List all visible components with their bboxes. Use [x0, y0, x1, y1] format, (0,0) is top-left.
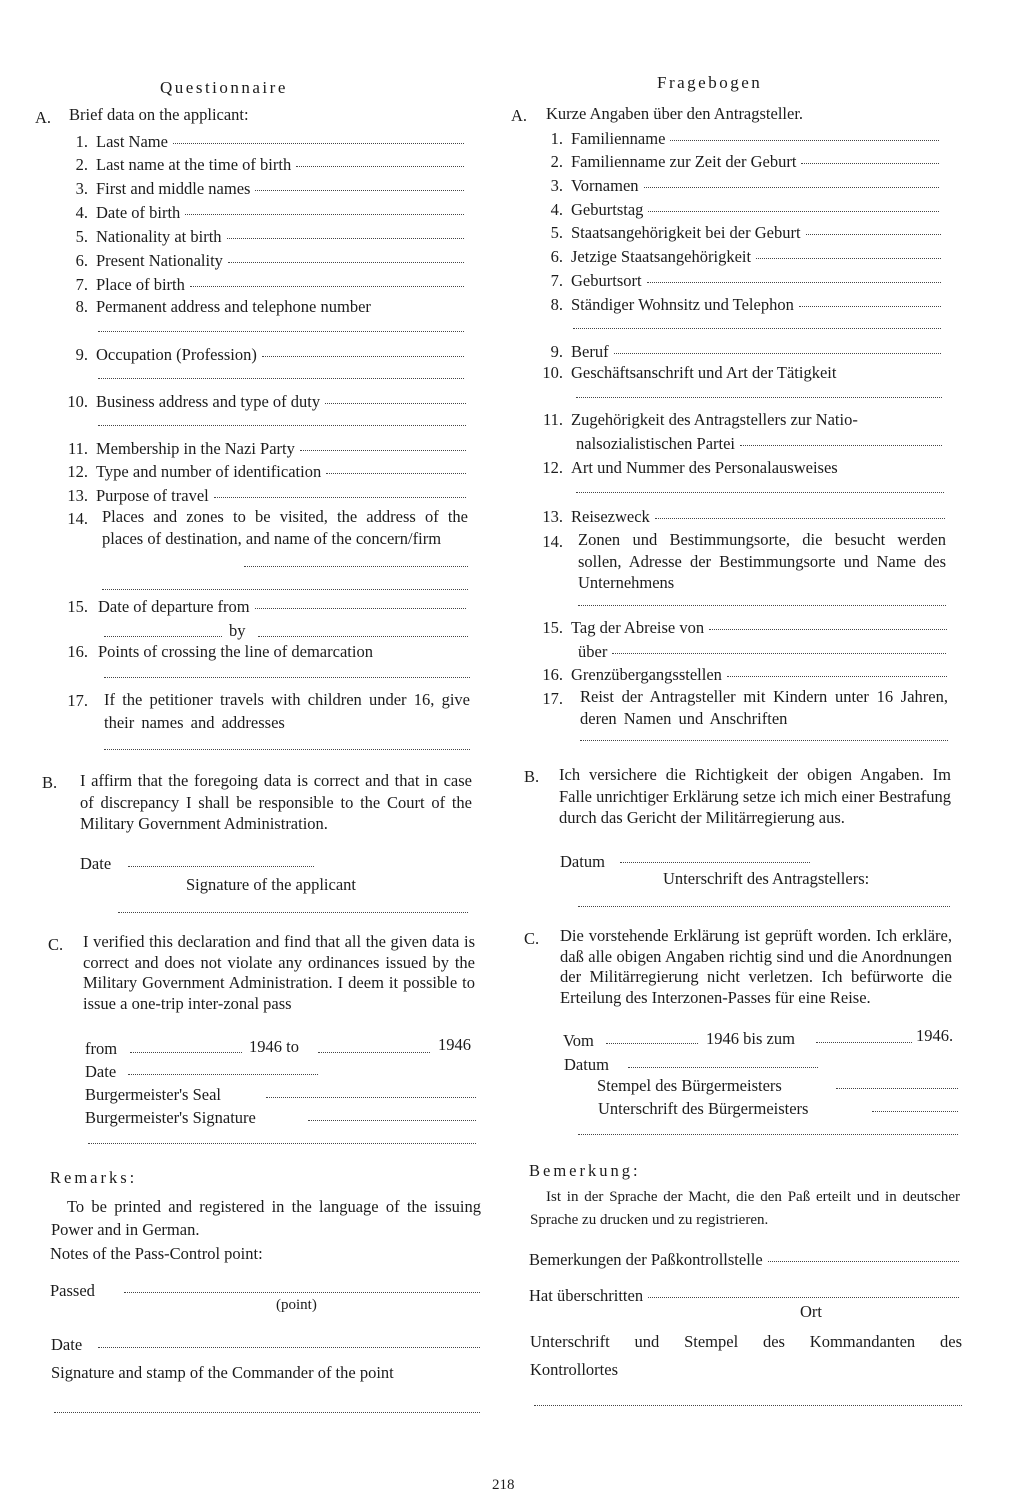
feld-abreise[interactable]: 15. Tag der Abreise von [537, 617, 947, 638]
feld-vornamen[interactable]: 3. Vornamen [537, 175, 939, 196]
input-line-children[interactable] [104, 749, 470, 750]
input-line[interactable] [801, 162, 939, 164]
field-business-address[interactable]: 10. Business address and type of duty [62, 391, 466, 412]
section-c-label-de: C. [524, 929, 540, 948]
input-line[interactable] [300, 449, 466, 451]
section-c-date-label: Date [85, 1062, 117, 1081]
input-line-passed[interactable] [124, 1292, 480, 1293]
item-14-number-de: 14. [542, 532, 563, 551]
input-line-kommandant[interactable] [534, 1405, 962, 1406]
section-c-datum-label: Datum [564, 1055, 609, 1074]
section-a-heading: Brief data on the applicant: [69, 105, 249, 124]
section-c-seal-label: Burgermeister's Seal [85, 1085, 222, 1104]
section-c-year-end: 1946 [438, 1035, 471, 1054]
input-line-wohnsitz[interactable] [573, 328, 941, 329]
item-14-text-de: Zonen und Bestimmungsorte, die besucht werden sollen, Adresse der Bestimmungsorte und Name des Unternehmens [578, 530, 946, 592]
bemerkung-text: Ist in der Sprache der Macht, die den Paß erteilt und in deutscher Sprache zu drucken und zu registrieren. [530, 1189, 960, 1228]
input-line-c-to[interactable] [318, 1052, 430, 1053]
input-line[interactable] [709, 628, 947, 630]
input-line[interactable] [614, 352, 941, 354]
section-c-year-to: 1946 to [249, 1037, 299, 1056]
input-line[interactable] [262, 355, 464, 357]
input-line-firm[interactable] [244, 566, 468, 567]
field-date-of-birth[interactable]: 4. Date of birth [62, 202, 464, 223]
section-b-label-de: B. [524, 767, 540, 786]
input-line-commander[interactable] [54, 1412, 480, 1413]
input-line-departure-by[interactable] [258, 636, 468, 637]
input-line-pass-date[interactable] [98, 1347, 480, 1348]
feld-personalausweis[interactable]: 12. Art und Nummer des Personalausweises [542, 458, 838, 477]
feld-hat-ueberschritten[interactable]: Hat überschritten [529, 1285, 959, 1306]
feld-nsdap-zugehoerigkeit-2[interactable]: nalsozialistischen Partei [576, 433, 942, 454]
input-line[interactable] [173, 142, 464, 144]
section-b-signature-label: Signature of the applicant [186, 875, 356, 894]
input-line-address[interactable] [98, 331, 464, 332]
input-line[interactable] [325, 402, 466, 404]
section-b-unterschrift-label: Unterschrift des Antragstellers: [663, 869, 870, 888]
input-line[interactable] [670, 139, 939, 141]
section-c-unterschrift-label: Unterschrift des Bürgermeisters [598, 1099, 809, 1118]
input-line[interactable] [648, 1296, 959, 1298]
input-line[interactable] [806, 233, 941, 235]
input-line[interactable] [326, 472, 466, 474]
input-line-kinder[interactable] [580, 740, 948, 741]
input-line[interactable] [648, 210, 939, 212]
input-line[interactable] [768, 1260, 959, 1262]
section-a-label: A. [35, 108, 52, 127]
field-nationality-at-birth[interactable]: 5. Nationality at birth [62, 226, 464, 247]
feld-familienname[interactable]: 1. Familienname [537, 128, 939, 149]
feld-nsdap-zugehoerigkeit[interactable]: 11. Zugehörigkeit des Antragstellers zur Natio- [542, 410, 858, 429]
input-line-business[interactable] [98, 425, 466, 426]
section-b-date-label: Date [80, 854, 112, 873]
input-line-c-seal[interactable] [266, 1097, 476, 1098]
input-line-c-signature[interactable] [308, 1120, 476, 1121]
field-crossing-points[interactable]: 16. Points of crossing the line of demarcation [67, 642, 373, 661]
section-a-label-de: A. [511, 106, 528, 125]
feld-wohnsitz[interactable]: 8. Ständiger Wohnsitz und Telephon [537, 294, 941, 315]
input-line[interactable] [185, 213, 464, 215]
input-line-b-datum[interactable] [620, 862, 810, 863]
feld-geburtsname[interactable]: 2. Familienname zur Zeit der Geburt [537, 151, 939, 172]
input-line-departure-from[interactable] [104, 636, 222, 637]
item-14-number: 14. [67, 509, 88, 528]
item-17-number: 17. [67, 691, 88, 710]
input-line[interactable] [647, 281, 941, 283]
input-line-b-unterschrift[interactable] [578, 906, 950, 907]
field-permanent-address[interactable]: 8. Permanent address and telephone number [75, 297, 371, 316]
field-nazi-membership[interactable]: 11. Membership in the Nazi Party [62, 438, 466, 459]
feld-abreise-ueber[interactable]: über [578, 641, 946, 662]
feld-jetzige-staatsangehoerigkeit[interactable]: 6. Jetzige Staatsangehörigkeit [537, 246, 941, 267]
input-line[interactable] [296, 165, 464, 167]
commander-signature-label: Signature and stamp of the Commander of the point [51, 1363, 394, 1382]
section-c-from-label: from [85, 1039, 118, 1058]
item-14-text: Places and zones to be visited, the address of the places of destination, and name of the concern/firm [102, 507, 468, 548]
field-place-of-birth[interactable]: 7. Place of birth [62, 274, 464, 295]
input-line[interactable] [740, 444, 942, 446]
remarks-heading: Remarks: [50, 1168, 138, 1187]
item-17-number-de: 17. [542, 689, 563, 708]
section-b-datum-label: Datum [560, 852, 605, 871]
field-occupation[interactable]: 9. Occupation (Profession) [62, 344, 464, 365]
input-line-c-date[interactable] [128, 1074, 318, 1075]
input-line-occupation[interactable] [98, 378, 464, 379]
point-label: (point) [276, 1297, 317, 1313]
input-line-c-signature-2[interactable] [88, 1143, 476, 1144]
section-c-vom-label: Vom [563, 1031, 594, 1050]
input-line-c-datum[interactable] [628, 1067, 818, 1068]
input-line-b-signature[interactable] [118, 912, 468, 913]
field-last-name[interactable]: 1. Last Name [62, 131, 464, 152]
field-first-names[interactable]: 3. First and middle names [62, 178, 464, 199]
german-title: Fragebogen [657, 73, 763, 92]
input-line-firm-2[interactable] [102, 589, 468, 590]
input-line-b-date[interactable] [128, 866, 314, 867]
item-17-text: If the petitioner travels with children under 16, give their names and addresses [104, 690, 470, 732]
item-17-text-de: Reist der Antragsteller mit Kindern unter 16 Jahren, deren Namen und Anschriften [580, 687, 948, 728]
english-title: Questionnaire [160, 78, 288, 97]
feld-geschaeftsanschrift[interactable]: 10. Geschäftsanschrift und Art der Tätigkeit [542, 363, 837, 382]
input-line[interactable] [228, 261, 464, 263]
remarks-text: To be printed and registered in the language of the issuing Power and in German. [51, 1197, 481, 1239]
input-line[interactable] [214, 496, 466, 498]
page-number: 218 [492, 1477, 515, 1493]
input-line[interactable] [190, 285, 464, 287]
feld-geburtsort[interactable]: 7. Geburtsort [537, 270, 941, 291]
input-line[interactable] [655, 517, 945, 519]
input-line[interactable] [727, 675, 947, 677]
input-line-c-unterschrift-2[interactable] [578, 1134, 958, 1135]
section-c-jahr: 1946. [916, 1026, 954, 1045]
section-b-affirmation: I affirm that the foregoing data is correct and that in case of discrepancy I shall be responsible to the Court of the Military Government Administration. [80, 771, 472, 833]
field-birth-name[interactable]: 2. Last name at the time of birth [62, 154, 464, 175]
input-line-c-from[interactable] [130, 1052, 242, 1053]
input-line[interactable] [799, 305, 941, 307]
section-c-label: C. [48, 935, 64, 954]
field-departure-date[interactable]: 15. Date of departure from [62, 596, 466, 617]
feld-geburtstag[interactable]: 4. Geburtstag [537, 199, 939, 220]
input-line-c-bis[interactable] [816, 1042, 912, 1043]
feld-reisezweck[interactable]: 13. Reisezweck [537, 506, 945, 527]
passed-label: Passed [50, 1281, 95, 1300]
input-line-zonen[interactable] [578, 605, 946, 606]
item-15-by: by [229, 621, 246, 640]
pass-control-notes-label: Notes of the Pass-Control point: [50, 1244, 263, 1263]
input-line-c-vom[interactable] [606, 1043, 698, 1044]
input-line-c-stempel[interactable] [836, 1088, 958, 1089]
input-line[interactable] [255, 607, 466, 609]
feld-staatsangehoerigkeit-geburt[interactable]: 5. Staatsangehörigkeit bei der Geburt [537, 222, 941, 243]
section-b-versicherung: Ich versichere die Richtigkeit der obigen Angaben. Im Falle unrichtiger Erklärung setze ich mich einer Bestrafung durch das Gericht der Militärregierung aus. [559, 765, 951, 827]
ort-label: Ort [800, 1302, 822, 1321]
feld-grenzuebergang[interactable]: 16. Grenzübergangsstellen [537, 664, 947, 685]
input-line-crossing[interactable] [104, 677, 470, 678]
input-line[interactable] [612, 652, 946, 654]
section-a-heading-de: Kurze Angaben über den Antragsteller. [546, 104, 804, 123]
input-line[interactable] [255, 189, 464, 191]
feld-beruf[interactable]: 9. Beruf [537, 341, 941, 362]
field-present-nationality[interactable]: 6. Present Nationality [62, 250, 464, 271]
input-line[interactable] [227, 237, 464, 239]
input-line-ausweis[interactable] [576, 492, 944, 493]
input-line[interactable] [756, 257, 941, 259]
field-identification[interactable]: 12. Type and number of identification [62, 461, 466, 482]
section-c-bis-zum: 1946 bis zum [706, 1029, 795, 1048]
input-line-c-unterschrift[interactable] [872, 1111, 958, 1112]
section-c-stempel-label: Stempel des Bürgermeisters [597, 1076, 782, 1095]
field-purpose-of-travel[interactable]: 13. Purpose of travel [62, 485, 466, 506]
section-c-signature-label: Burgermeister's Signature [85, 1108, 256, 1127]
input-line-geschaeft[interactable] [576, 397, 942, 398]
input-line[interactable] [644, 186, 939, 188]
kommandant-unterschrift-label: Unterschrift und Stempel des Kommandanten des Kontrollortes [530, 1332, 962, 1379]
section-c-pruefung: Die vorstehende Erklärung ist geprüft worden. Ich erkläre, daß alle obigen Angaben richtig sind und die Anordnungen der Militärregierung nicht verletzen. Ich befürworte die Erteilung des Interzonen-Passes für eine Reise. [560, 926, 952, 1007]
section-b-label: B. [42, 773, 58, 792]
section-c-verification: I verified this declaration and find that all the given data is correct and does not violate any ordinances issued by the Military Government Administration. I deem it possible to issue a one-trip inter-zonal pass [83, 932, 475, 1013]
pass-date-label: Date [51, 1335, 83, 1354]
bemerkung-heading: Bemerkung: [529, 1161, 641, 1180]
feld-passkontrollstelle[interactable]: Bemerkungen der Paßkontrollstelle [529, 1249, 959, 1270]
